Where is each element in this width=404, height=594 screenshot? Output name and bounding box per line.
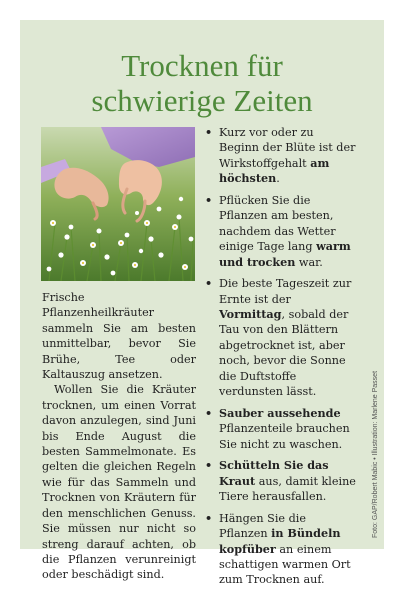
bullet-icon: •: [205, 510, 213, 525]
bullet-icon: •: [205, 192, 213, 207]
lead-paragraph-2: Wollen Sie die Kräuter trocknen, um einen Vorrat davon anzulegen, sind Juni bis Ende August die besten Sammelmonate. Es gelten die gleichen Regeln wie für das Sammeln und Trocknen von Kräutern für den menschlichen Genuss. Sie müssen nur nicht so streng darauf achten, ob die Pflanzen verunreinigt oder beschädigt sind.: [42, 383, 196, 582]
photo-credit: Foto: GAP/Robert Mabic • Illustration: Marlene Passet: [372, 370, 379, 538]
bullet-icon: •: [205, 405, 213, 420]
photo-illustration: [41, 127, 195, 281]
article-title: [20, 48, 384, 118]
tip-item-5: • Schütteln Sie das Kraut aus, damit kleine Tiere herausfallen.: [205, 458, 356, 504]
lead-paragraph-1: Frische Pflanzenheilkräuter sammeln Sie am besten unmittelbar, bevor Sie Brühe, Tee oder Kaltauszug ansetzen.: [42, 291, 196, 382]
tip-item-1: • Kurz vor oder zu Beginn der Blüte ist der Wirkstoffgehalt am höchsten.: [205, 125, 356, 186]
tips-list: [204, 125, 356, 594]
title-line-1: Trocknen für: [121, 48, 283, 83]
tip-item-4: • Sauber aussehende Pflanzenteile brauchen Sie nicht zu waschen.: [205, 405, 350, 451]
tip-item-2: • Pflücken Sie die Pflanzen am besten, nachdem das Wetter einige Tage lang warm und trocken war.: [205, 192, 351, 269]
bullet-icon: •: [205, 125, 213, 139]
tip-item-6: • Hängen Sie die Pflanzen in Bündeln kopfüber an einem schattigen warmen Ort zum Trocknen auf.: [205, 510, 351, 587]
bullet-icon: •: [205, 276, 213, 291]
tip-item-3: • Die beste Tageszeit zur Ernte ist der Vormittag, sobald der Tau von den Blättern abgetrocknet ist, aber noch, bevor die Sonne die Duftstoffe verdunsten lässt.: [205, 276, 352, 399]
bullet-icon: •: [205, 458, 213, 473]
lead-text: [42, 290, 196, 583]
title-line-2: schwierige Zeiten: [91, 83, 313, 118]
article-card: [20, 20, 384, 587]
chamomile-harvest-photo: [41, 127, 195, 281]
